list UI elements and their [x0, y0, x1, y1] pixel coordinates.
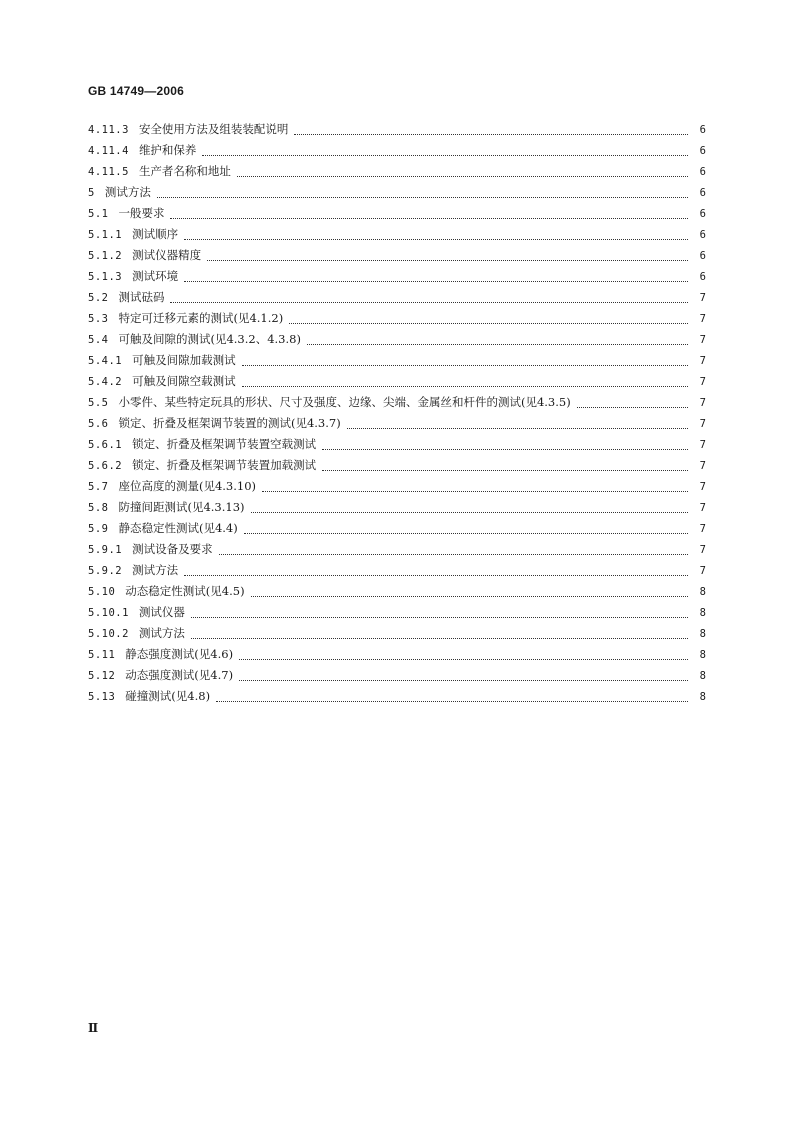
toc-entry-number: 5.1.1 — [88, 229, 123, 241]
toc-entry-title: 锁定、折叠及框架调节装置的测试(见4.3.7) — [118, 416, 341, 430]
toc-entry-title: 测试方法 — [104, 185, 151, 199]
toc-entry-number: 5.4.2 — [88, 376, 123, 388]
toc-leader-dots — [251, 511, 688, 513]
toc-entry-page: 6 — [699, 271, 706, 283]
toc-entry-number: 4.11.3 — [88, 124, 129, 136]
toc-entry-page: 6 — [699, 166, 706, 178]
toc-entry-number: 5.6.1 — [88, 439, 123, 451]
toc-entry-number: 5.9 — [88, 523, 109, 535]
toc-leader-dots — [322, 469, 688, 471]
toc-entry-title: 测试方法 — [138, 626, 185, 640]
toc-entry-title: 静态稳定性测试(见4.4) — [118, 521, 238, 535]
toc-entry-page: 7 — [699, 481, 706, 493]
toc-entry[interactable] — [88, 476, 706, 497]
toc-entry-page: 7 — [699, 313, 706, 325]
toc-entry-title: 测试仪器精度 — [132, 248, 202, 262]
toc-entry-page: 7 — [699, 565, 706, 577]
toc-entry-title: 测试顺序 — [132, 227, 179, 241]
toc-entry-page: 7 — [699, 502, 706, 514]
toc-entry-number: 4.11.5 — [88, 166, 129, 178]
toc-entry[interactable] — [88, 182, 706, 203]
toc-entry-page: 6 — [699, 208, 706, 220]
toc-entry-number: 5.4 — [88, 334, 109, 346]
toc-entry[interactable] — [88, 560, 706, 581]
toc-entry[interactable] — [88, 161, 706, 182]
toc-entry-page: 7 — [699, 292, 706, 304]
toc-leader-dots — [307, 343, 688, 345]
toc-entry-page: 7 — [699, 439, 706, 451]
toc-entry-number: 5.13 — [88, 691, 116, 703]
toc-entry-title: 测试环境 — [132, 269, 179, 283]
toc-entry-title: 测试仪器 — [138, 605, 185, 619]
toc-leader-dots — [239, 658, 688, 660]
toc-entry-title: 可触及间隙的测试(见4.3.2、4.3.8) — [118, 332, 301, 346]
toc-entry-title: 测试设备及要求 — [132, 542, 213, 556]
toc-entry[interactable] — [88, 245, 706, 266]
toc-entry[interactable] — [88, 665, 706, 686]
toc-entry-title: 锁定、折叠及框架调节装置空载测试 — [132, 437, 317, 451]
toc-entry[interactable] — [88, 371, 706, 392]
toc-leader-dots — [170, 217, 688, 219]
standard-code-header: GB 14749—2006 — [88, 84, 184, 98]
toc-leader-dots — [347, 427, 688, 429]
toc-leader-dots — [251, 595, 688, 597]
toc-entry-page: 6 — [699, 124, 706, 136]
toc-leader-dots — [242, 364, 688, 366]
toc-entry-number: 5.1 — [88, 208, 109, 220]
toc-entry-page: 8 — [699, 649, 706, 661]
toc-entry[interactable] — [88, 350, 706, 371]
toc-entry[interactable] — [88, 224, 706, 245]
toc-leader-dots — [191, 637, 688, 639]
toc-entry-number: 5.3 — [88, 313, 109, 325]
toc-entry-title: 维护和保养 — [138, 143, 197, 157]
toc-entry-title: 测试方法 — [132, 563, 179, 577]
toc-entry-page: 7 — [699, 334, 706, 346]
toc-leader-dots — [242, 385, 688, 387]
toc-entry-number: 5.7 — [88, 481, 109, 493]
toc-entry-page: 6 — [699, 187, 706, 199]
toc-leader-dots — [322, 448, 688, 450]
toc-leader-dots — [216, 700, 688, 702]
toc-entry[interactable] — [88, 644, 706, 665]
toc-entry-number: 5.10 — [88, 586, 116, 598]
toc-entry-page: 7 — [699, 376, 706, 388]
toc-entry-title: 生产者名称和地址 — [138, 164, 231, 178]
toc-entry-number: 5.12 — [88, 670, 116, 682]
toc-entry-page: 6 — [699, 229, 706, 241]
toc-entry-title: 小零件、某些特定玩具的形状、尺寸及强度、边缘、尖端、金属丝和杆件的测试(见4.3.5) — [118, 395, 571, 409]
toc-leader-dots — [184, 238, 688, 240]
toc-entry-page: 6 — [699, 250, 706, 262]
toc-entry-page: 7 — [699, 523, 706, 535]
toc-entry-page: 8 — [699, 670, 706, 682]
toc-entry-number: 5.4.1 — [88, 355, 123, 367]
toc-entry-page: 7 — [699, 544, 706, 556]
toc-entry-number: 5.9.1 — [88, 544, 123, 556]
table-of-contents — [88, 119, 706, 707]
toc-entry-number: 4.11.4 — [88, 145, 129, 157]
toc-entry-number: 5.1.3 — [88, 271, 123, 283]
toc-entry-title: 动态强度测试(见4.7) — [125, 668, 234, 682]
toc-entry-title: 测试砝码 — [118, 290, 165, 304]
toc-leader-dots — [219, 553, 688, 555]
toc-entry[interactable] — [88, 434, 706, 455]
toc-leader-dots — [184, 280, 688, 282]
toc-leader-dots — [239, 679, 688, 681]
toc-entry-page: 8 — [699, 586, 706, 598]
toc-leader-dots — [577, 406, 688, 408]
toc-leader-dots — [157, 196, 688, 198]
toc-entry[interactable] — [88, 686, 706, 707]
toc-leader-dots — [244, 532, 688, 534]
toc-entry[interactable] — [88, 623, 706, 644]
toc-leader-dots — [294, 133, 688, 135]
toc-entry[interactable] — [88, 602, 706, 623]
toc-entry-number: 5.6.2 — [88, 460, 123, 472]
toc-entry-number: 5.8 — [88, 502, 109, 514]
toc-entry-page: 8 — [699, 628, 706, 640]
toc-entry-title: 动态稳定性测试(见4.5) — [125, 584, 245, 598]
toc-leader-dots — [289, 322, 688, 324]
toc-entry[interactable] — [88, 539, 706, 560]
toc-leader-dots — [237, 175, 688, 177]
toc-leader-dots — [170, 301, 688, 303]
toc-entry-title: 安全使用方法及组装装配说明 — [138, 122, 289, 136]
toc-entry-title: 静态强度测试(见4.6) — [125, 647, 234, 661]
toc-leader-dots — [191, 616, 688, 618]
toc-entry-title: 可触及间隙加载测试 — [132, 353, 236, 367]
toc-entry-title: 座位高度的测量(见4.3.10) — [118, 479, 257, 493]
toc-entry-title: 可触及间隙空载测试 — [132, 374, 236, 388]
toc-entry-page: 7 — [699, 397, 706, 409]
toc-entry-page: 7 — [699, 460, 706, 472]
page-number-footer: Ⅱ — [88, 1021, 99, 1035]
toc-entry-title: 碰撞测试(见4.8) — [125, 689, 211, 703]
toc-entry-number: 5.2 — [88, 292, 109, 304]
toc-entry-number: 5 — [88, 187, 95, 199]
toc-entry-title: 一般要求 — [118, 206, 165, 220]
toc-entry-number: 5.1.2 — [88, 250, 123, 262]
toc-leader-dots — [262, 490, 688, 492]
toc-entry-page: 8 — [699, 691, 706, 703]
toc-entry-page: 8 — [699, 607, 706, 619]
toc-entry[interactable] — [88, 287, 706, 308]
toc-leader-dots — [202, 154, 688, 156]
toc-entry-number: 5.9.2 — [88, 565, 123, 577]
toc-entry-number: 5.6 — [88, 418, 109, 430]
toc-entry[interactable] — [88, 140, 706, 161]
toc-leader-dots — [207, 259, 688, 261]
toc-entry[interactable] — [88, 329, 706, 350]
toc-entry[interactable] — [88, 392, 706, 413]
toc-entry-number: 5.5 — [88, 397, 109, 409]
toc-entry-page: 7 — [699, 418, 706, 430]
toc-entry-page: 7 — [699, 355, 706, 367]
toc-entry[interactable] — [88, 455, 706, 476]
toc-entry-number: 5.10.2 — [88, 628, 129, 640]
toc-entry-number: 5.11 — [88, 649, 116, 661]
toc-entry-title: 锁定、折叠及框架调节装置加载测试 — [132, 458, 317, 472]
toc-entry[interactable] — [88, 581, 706, 602]
toc-leader-dots — [184, 574, 688, 576]
toc-entry[interactable] — [88, 308, 706, 329]
toc-entry[interactable] — [88, 203, 706, 224]
toc-entry[interactable] — [88, 266, 706, 287]
toc-entry-title: 防撞间距测试(见4.3.13) — [118, 500, 245, 514]
toc-entry[interactable] — [88, 413, 706, 434]
toc-entry[interactable] — [88, 518, 706, 539]
toc-entry[interactable] — [88, 119, 706, 140]
toc-entry[interactable] — [88, 497, 706, 518]
toc-entry-title: 特定可迁移元素的测试(见4.1.2) — [118, 311, 284, 325]
toc-entry-page: 6 — [699, 145, 706, 157]
toc-entry-number: 5.10.1 — [88, 607, 129, 619]
